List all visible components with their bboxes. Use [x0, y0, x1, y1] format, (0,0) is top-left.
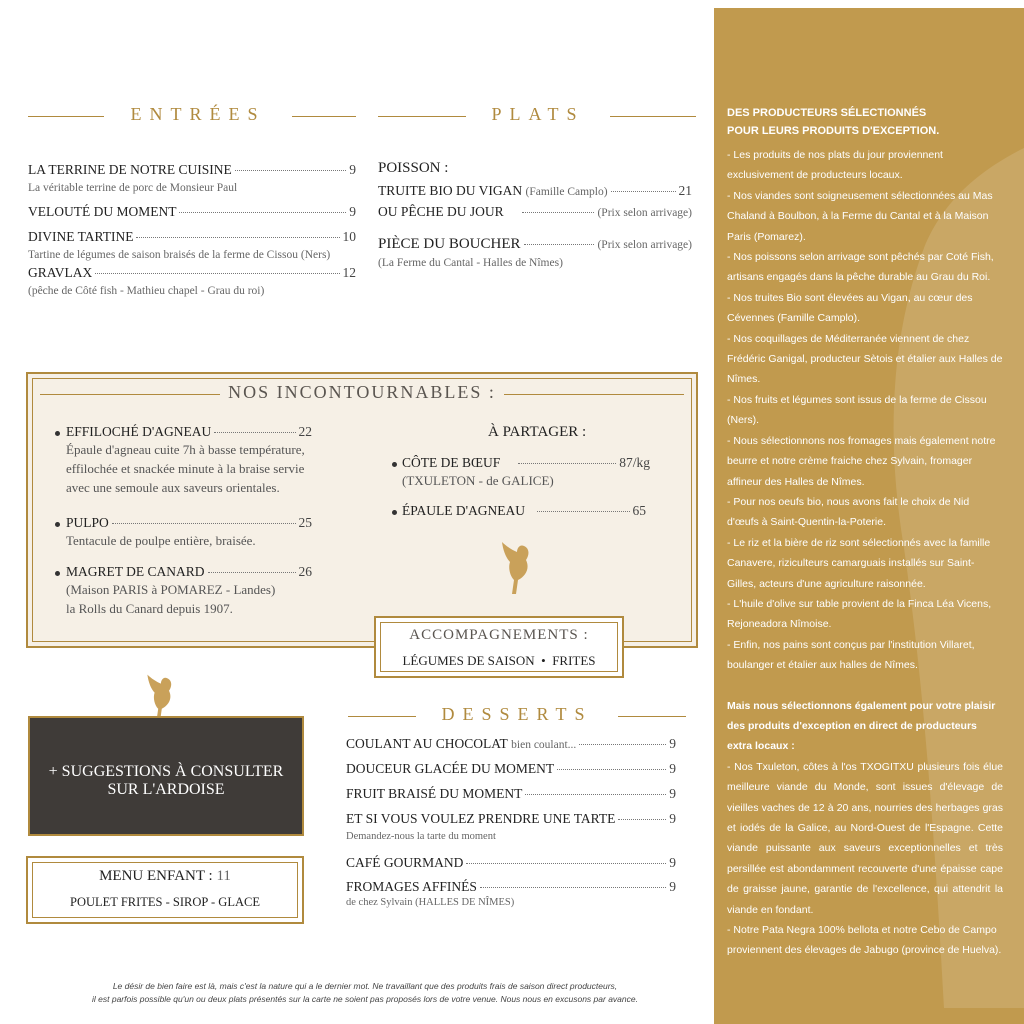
producteur-item: - Nos truites Bio sont élevées au Vigan, au cœur des Cévennes (Famille Camplo). [727, 291, 973, 325]
accompagnements-title: ACCOMPAGNEMENTS : [409, 627, 589, 643]
producteurs-extra-title: Mais nous sélectionnons également pour votre plaisir des produits d'exception en direct de producteurs extra locaux : [727, 699, 996, 753]
menu-enfant-title: MENU ENFANT : 11 [99, 868, 231, 884]
menu-item: DIVINE TARTINE 10 [28, 229, 356, 244]
item-description: de chez Sylvain (HALLES DE NÎMES) [346, 897, 515, 908]
desserts-title: DESSERTS [441, 704, 593, 724]
item-description: (La Ferme du Cantal - Halles de Nîmes) [378, 257, 563, 269]
incontournable-item: PULPO 25 Tentacule de poulpe entière, braisée. [66, 515, 312, 548]
incontournable-item: EFFILOCHÉ D'AGNEAU 22 Épaule d'agneau cuite 7h à basse température, effilochée et snackée minute à la braise servie avec une semoule aux saveurs orientales. [66, 424, 312, 495]
menu-item: VELOUTÉ DU MOMENT 9 [28, 204, 356, 219]
producteur-item: - Nos fruits et légumes sont issus de la ferme de Cissou (Ners). [727, 393, 987, 427]
producteur-item: - Pour nos oeufs bio, nous avons fait le choix de Nid d'œufs à Saint-Quentin-la-Poterie. [727, 495, 970, 529]
menu-item: GRAVLAX 12 [28, 265, 356, 280]
incontournables-title: NOS INCONTOURNABLES : [228, 382, 496, 402]
menu-item: CAFÉ GOURMAND 9 [346, 855, 676, 870]
producteur-item: - Nos viandes sont soigneusement sélectionnées au Mas Chaland à Boulbon, à la Ferme du Cantal et à la Maison Paris (Pomarez). [727, 189, 993, 243]
partager-item: ÉPAULE D'AGNEAU 65 [402, 503, 646, 518]
producteur-item: - Nos Txuleton, côtes à l'os TXOGITXU plusieurs fois élue meilleure viande du Monde, sont issues d'élevage de vieilles vaches de 12 à 20 ans, nourries des herbages gras et iodés de la Galice, au Nord-Ouest de l'Espagne. Cette viande puissante aux saveurs exceptionnelles et très persillée est abondamment recouverte d'une épaisse cape de graisse jaune, garantie de l'excellence, qui attendrit la viande en fondant. [727, 760, 1003, 916]
entrees-list [28, 162, 356, 297]
producteurs-panel [714, 8, 1024, 1024]
item-description: Tartine de légumes de saison braisés de la ferme de Cissou (Ners) [28, 249, 331, 261]
menu-item: COULANT AU CHOCOLAT bien coulant... 9 [346, 736, 676, 751]
bird-icon [496, 540, 536, 596]
suggestions-line1: + SUGGESTIONS À CONSULTER [48, 763, 284, 780]
menu-item: TRUITE BIO DU VIGAN (Famille Camplo) 21 [378, 183, 692, 198]
producteur-item: - Notre Pata Negra 100% bellota et notre Cebo de Campo proviennent des élevages de Jabugo (province de Huelva). [727, 924, 1002, 957]
menu-item: FRUIT BRAISÉ DU MOMENT 9 [346, 786, 676, 801]
menu-item: FROMAGES AFFINÉS 9 [346, 879, 676, 894]
poisson-heading: POISSON : [378, 160, 449, 176]
desserts-list [346, 736, 676, 908]
menu-item: OU PÊCHE DU JOUR (Prix selon arrivage) [378, 204, 692, 219]
producteur-item: - Le riz et la bière de riz sont sélectionnés avec la famille Canavere, riziculteurs camarguais installés sur Saint-Gilles, acteurs d'une agriculture raisonnée. [727, 536, 991, 590]
suggestions-box [28, 716, 304, 836]
producteur-item: - Nous sélectionnons nos fromages mais également notre beurre et notre crème fraiche chez Sylvain, fromager affineur des Halles de Nîmes. [727, 434, 996, 488]
producteurs-title: DES PRODUCTEURS SÉLECTIONNÉS POUR LEURS PRODUITS D'EXCEPTION. [727, 107, 940, 137]
partager-item: CÔTE DE BŒUF 87/kg (TXULETON - de GALICE) [402, 455, 650, 488]
menu-item: PIÈCE DU BOUCHER (Prix selon arrivage) [378, 236, 692, 252]
menu-item: LA TERRINE DE NOTRE CUISINE 9 [28, 162, 356, 177]
menu-item: ET SI VOUS VOULEZ PRENDRE UNE TARTE 9 [346, 811, 676, 826]
menu-enfant-items: POULET FRITES - SIROP - GLACE [70, 895, 260, 909]
item-description: Demandez-nous la tarte du moment [346, 831, 496, 842]
producteur-item: - Nos coquillages de Méditerranée viennent de chez Frédéric Ganigal, producteur Sètois et étalier aux Halles de Nîmes. [727, 332, 1003, 386]
entrees-title: ENTRÉES [130, 104, 266, 124]
suggestions-line2: SUR L'ARDOISE [107, 781, 225, 798]
footer-note: Le désir de bien faire est là, mais c'est la nature qui a le dernier mot. Ne travaillant que des produits frais de saison direct producteurs, il est parfois possible qu'un ou deux plats présentés sur la carte ne soient pas proposés lors de votre venue. Nous nous en excusons par avance. [92, 981, 638, 1004]
producteur-item: - Enfin, nos pains sont conçus par l'institution Villaret, boulanger et étalier aux halles de Nîmes. [727, 638, 975, 672]
producteur-item: - Nos poissons selon arrivage sont pêchés par Coté Fish, artisans engagés dans la pêche durable au Grau du Roi. [727, 251, 994, 284]
incontournable-item: MAGRET DE CANARD 26 (Maison PARIS à POMAREZ - Landes) la Rolls du Canard depuis 1907. [66, 564, 312, 616]
menu-item: DOUCEUR GLACÉE DU MOMENT 9 [346, 761, 676, 776]
producteur-item: - L'huile d'olive sur table provient de la Finca Léa Vicens, Rejoneadora Nîmoise. [727, 597, 992, 631]
producteur-item: - Les produits de nos plats du jour proviennent exclusivement de producteurs locaux. [727, 149, 943, 182]
partager-title: À PARTAGER : [488, 424, 587, 440]
accompagnements-list: LÉGUMES DE SAISON • FRITES [402, 653, 596, 668]
plats-title: PLATS [491, 104, 585, 124]
plats-list [378, 160, 692, 269]
item-description: (pêche de Côté fish - Mathieu chapel - Grau du roi) [28, 285, 265, 297]
item-description: La véritable terrine de porc de Monsieur Paul [28, 182, 238, 194]
